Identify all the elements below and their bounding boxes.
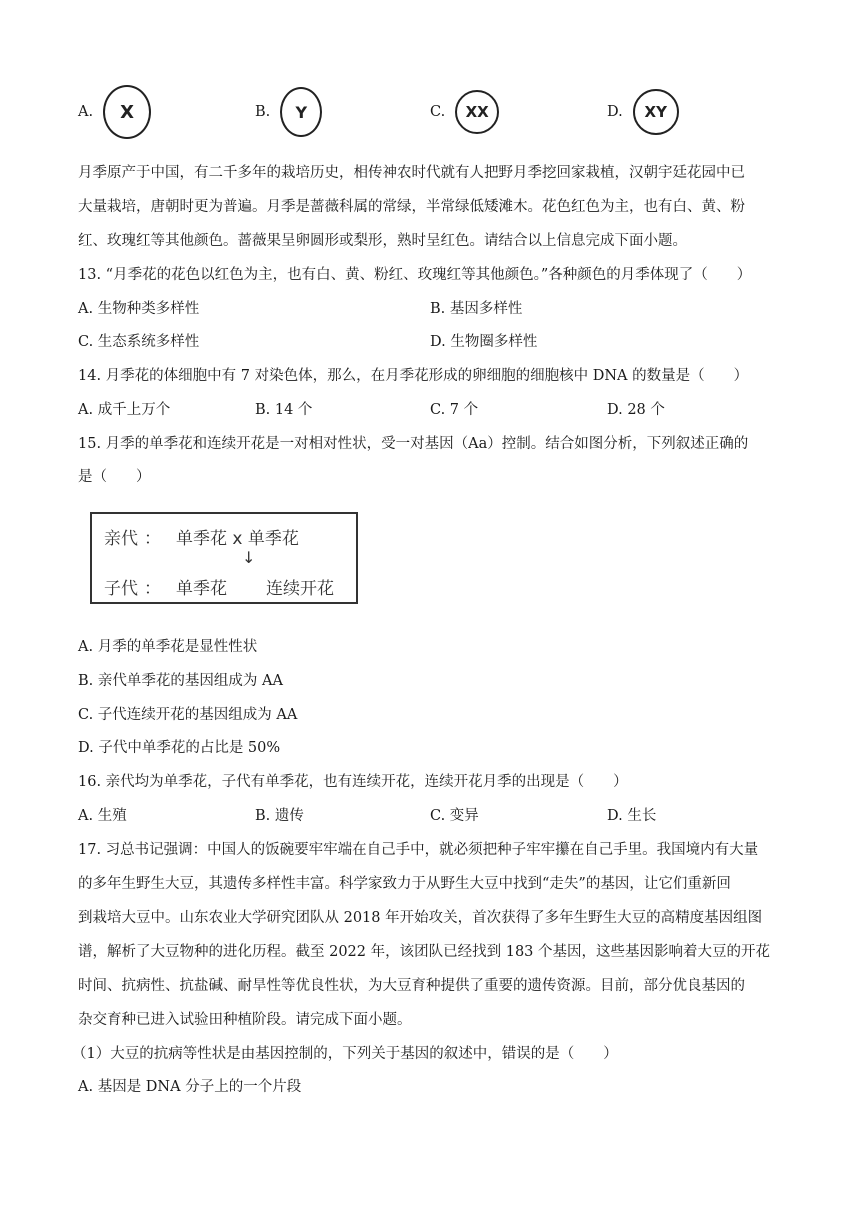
option-d-chromosome [607,86,679,138]
question-13-stem: 13. “月季花的花色以红色为主，也有白、黄、粉红、玫瑰红等其他颜色。”各种颜色的月季体现了（ ） [78,267,752,283]
chromosome-symbol: XX [465,103,489,121]
colon: ： [144,529,161,549]
option-b-chromosome [255,86,322,138]
passage-line: 月季原产于中国，有二千多年的栽培历史，相传神农时代就有人把野月季挖回家栽植，汉朝宇廷花园中已 [78,165,745,181]
parent-cross: 单季花 x 单季花 [176,529,299,549]
inheritance-diagram [90,512,358,604]
q14-option-d: D. 28 个 [607,402,665,418]
q13-option-d: D. 生物圈多样性 [430,334,538,350]
parent-label: 亲代 [104,529,138,549]
q13-option-c: C. 生态系统多样性 [78,334,200,350]
child-phenotype-2: 连续开花 [266,579,334,599]
q13-option-a: A. 生物种类多样性 [78,301,200,317]
chromosome-circle [103,85,151,139]
option-label: B. [255,104,271,120]
q14-option-b: B. 14 个 [255,402,313,418]
option-label: A. [78,104,94,120]
q14-option-c: C. 7 个 [430,402,479,418]
question-17-line: 17. 习总书记强调：中国人的饭碗要牢牢端在自己手中，就必须把种子牢牢攥在自己手里。我国境内有大量 [78,842,759,858]
q16-option-b: B. 遗传 [255,808,304,824]
question-17-line: 的多年生野生大豆，其遗传多样性丰富。科学家致力于从野生大豆中找到“走失”的基因，让它们重新回 [78,876,731,892]
down-arrow-icon: ↓ [242,548,256,567]
question-17-line: 谱，解析了大豆物种的进化历程。截至 2022 年，该团队已经找到 183 个基因，这些基因影响着大豆的开花 [78,944,771,960]
chromosome-symbol: XY [644,103,667,121]
q15-option-a: A. 月季的单季花是显性性状 [78,639,258,655]
question-14-stem: 14. 月季花的体细胞中有 7 对染色体，那么，在月季花形成的卵细胞的细胞核中 DNA 的数量是（ ） [78,368,749,384]
question-17-line: 杂交育种已进入试验田种植阶段。请完成下面小题。 [78,1012,412,1028]
option-label: C. [430,104,446,120]
child-label: 子代 [104,579,138,599]
q13-option-b: B. 基因多样性 [430,301,523,317]
chromosome-circle [633,89,679,135]
q15-option-c: C. 子代连续开花的基因组成为 AA [78,707,298,723]
question-15-stem-cont: 是（ ） [78,469,151,485]
option-a-chromosome [78,86,151,138]
question-15-stem: 15. 月季的单季花和连续开花是一对相对性状，受一对基因（Aa）控制。结合如图分析，下列叙述正确的 [78,436,749,452]
chromosome-circle [455,90,499,134]
q16-option-c: C. 变异 [430,808,479,824]
question-17-sub1-stem: （1）大豆的抗病等性状是由基因控制的，下列关于基因的叙述中，错误的是（ ） [72,1046,618,1062]
q14-option-a: A. 成千上万个 [78,402,171,418]
q16-option-a: A. 生殖 [78,808,127,824]
chromosome-symbol: Y [295,102,308,122]
q15-option-b: B. 亲代单季花的基因组成为 AA [78,673,283,689]
child-phenotype-1: 单季花 [176,579,227,599]
q16-option-d: D. 生长 [607,808,657,824]
question-17-line: 到栽培大豆中。山东农业大学研究团队从 2018 年开始攻关，首次获得了多年生野生大豆的高精度基因组图 [78,910,763,926]
question-16-stem: 16. 亲代均为单季花，子代有单季花，也有连续开花，连续开花月季的出现是（ ） [78,774,628,790]
option-label: D. [607,104,623,120]
passage-line: 大量栽培，唐朝时更为普遍。月季是蔷薇科属的常绿，半常绿低矮滩木。花色红色为主，也有白、黄、粉 [78,199,745,215]
option-c-chromosome [430,86,499,138]
passage-line: 红、玫瑰红等其他颜色。蔷薇果呈卵圆形或梨形，熟时呈红色。请结合以上信息完成下面小题。 [78,233,687,249]
chromosome-symbol: X [120,101,135,123]
question-17-line: 时间、抗病性、抗盐碱、耐旱性等优良性状，为大豆育种提供了重要的遗传资源。目前，部分优良基因的 [78,978,745,994]
chromosome-circle [280,87,322,137]
colon: ： [144,579,161,599]
q15-option-d: D. 子代中单季花的占比是 50% [78,740,281,756]
q17-sub1-option-a: A. 基因是 DNA 分子上的一个片段 [78,1079,302,1095]
